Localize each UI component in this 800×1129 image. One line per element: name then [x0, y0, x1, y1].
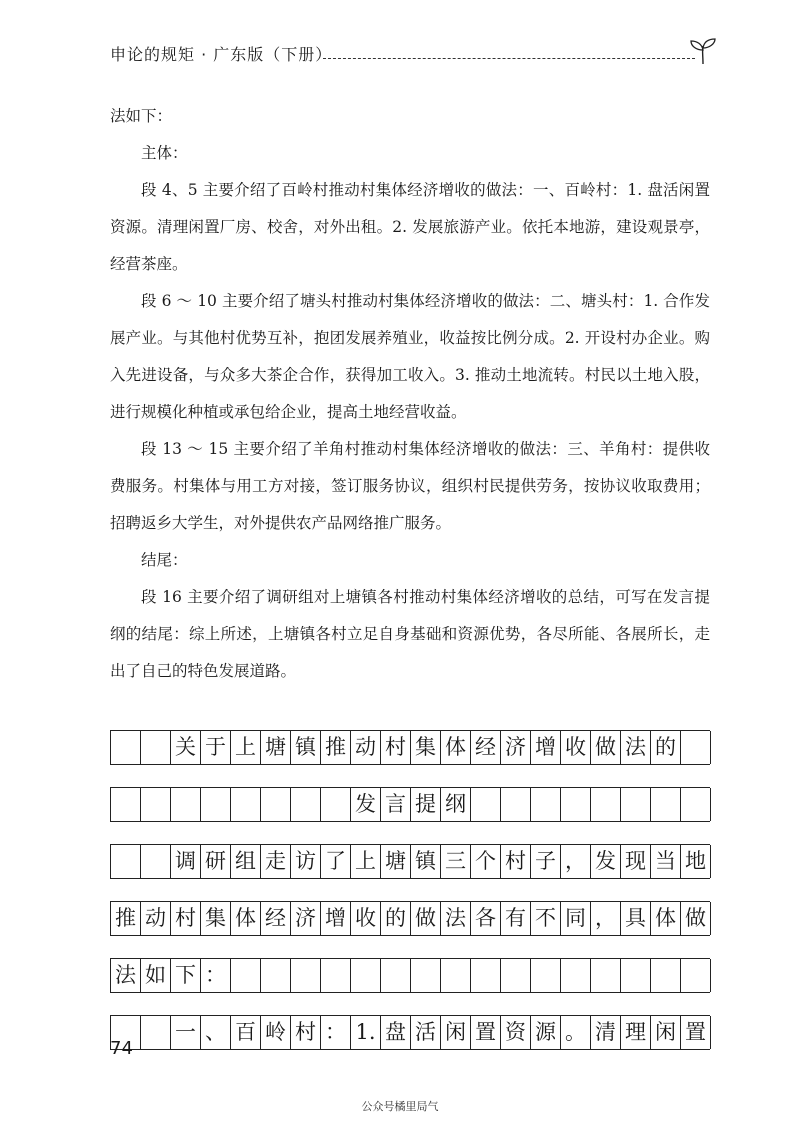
- paragraph-bailing: 段 4、5 主要介绍了百岭村推动村集体经济增收的做法：一、百岭村：1. 盘活闲置资源。清理闲置厂房、校舍，对外出租。2. 发展旅游产业。依托本地游，建设观景亭，经营茶座。: [110, 181, 710, 273]
- grid-cell: 上: [231, 731, 261, 764]
- grid-cell: 纲: [441, 788, 471, 821]
- grid-cell: 经: [261, 902, 291, 935]
- grid-cell: 如: [141, 959, 171, 992]
- grid-cell: [111, 731, 141, 764]
- grid-cell: 闲: [441, 1016, 471, 1049]
- grid-cell: [171, 788, 201, 821]
- grid-cell: 闲: [651, 1016, 681, 1049]
- paragraph-continued: 法如下：: [110, 107, 173, 125]
- grid-cell: [291, 788, 321, 821]
- grid-cell: 上: [351, 845, 381, 878]
- grid-cell: [561, 788, 591, 821]
- grid-cell: [501, 788, 531, 821]
- grid-cell: 动: [141, 902, 171, 935]
- grid-cell: [291, 959, 321, 992]
- section-label-ending: 结尾：: [141, 551, 188, 569]
- grid-cell: 镇: [411, 845, 441, 878]
- grid-cell: ，: [591, 902, 621, 935]
- grid-cell: 法: [111, 959, 141, 992]
- grid-cell: 发: [351, 788, 381, 821]
- grid-cell: 子: [531, 845, 561, 878]
- grid-cell: 村: [501, 845, 531, 878]
- grid-cell: 下: [171, 959, 201, 992]
- grid-cell: [321, 959, 351, 992]
- grid-cell: [621, 788, 651, 821]
- body-text: [110, 98, 710, 690]
- grid-cell: [141, 788, 171, 821]
- book-title: 申论的规矩 · 广东版（下册）: [110, 45, 333, 64]
- grid-cell: [591, 788, 621, 821]
- grid-cell: 集: [201, 902, 231, 935]
- grid-cell: 推: [111, 902, 141, 935]
- grid-cell: 调: [171, 845, 201, 878]
- grid-cell: 百: [231, 1016, 261, 1049]
- grid-cell: 推: [321, 731, 351, 764]
- grid-cell: [261, 959, 291, 992]
- grid-cell: 置: [471, 1016, 501, 1049]
- grid-cell: [561, 959, 591, 992]
- grid-cell: 具: [621, 902, 651, 935]
- grid-cell: 于: [201, 731, 231, 764]
- grid-cell: 体: [441, 731, 471, 764]
- grid-cell: 同: [561, 902, 591, 935]
- grid-cell: 动: [351, 731, 381, 764]
- grid-cell: ：: [201, 959, 231, 992]
- grid-cell: 做: [681, 902, 711, 935]
- grid-cell: 言: [381, 788, 411, 821]
- grid-cell: [321, 788, 351, 821]
- grid-cell: 法: [441, 902, 471, 935]
- grid-cell: 塘: [381, 845, 411, 878]
- grid-cell: [381, 959, 411, 992]
- grid-cell: 不: [531, 902, 561, 935]
- grid-cell: 经: [471, 731, 501, 764]
- grid-cell: 的: [381, 902, 411, 935]
- watermark: 公众号橘里局气: [361, 1100, 439, 1113]
- grid-cell: 。: [561, 1016, 591, 1049]
- grid-cell: [471, 788, 501, 821]
- grid-cell: [681, 959, 711, 992]
- grid-cell: 增: [531, 731, 561, 764]
- grid-row: [110, 787, 710, 822]
- grid-cell: [141, 731, 171, 764]
- grid-cell: [261, 788, 291, 821]
- grid-cell: [411, 959, 441, 992]
- grid-cell: [531, 959, 561, 992]
- grid-cell: 镇: [291, 731, 321, 764]
- grid-cell: [651, 788, 681, 821]
- grid-cell: 有: [501, 902, 531, 935]
- sprout-icon: [688, 38, 718, 66]
- grid-cell: [591, 959, 621, 992]
- grid-cell: 关: [171, 731, 201, 764]
- grid-cell: 做: [591, 731, 621, 764]
- grid-row: [110, 1015, 710, 1050]
- grid-cell: 增: [321, 902, 351, 935]
- grid-cell: [351, 959, 381, 992]
- grid-cell: 塘: [261, 731, 291, 764]
- grid-cell: 三: [441, 845, 471, 878]
- grid-cell: 当: [651, 845, 681, 878]
- grid-cell: 济: [501, 731, 531, 764]
- grid-cell: ，: [561, 845, 591, 878]
- grid-row: [110, 844, 710, 879]
- grid-cell: 清: [591, 1016, 621, 1049]
- grid-cell: 体: [651, 902, 681, 935]
- grid-cell: 收: [561, 731, 591, 764]
- grid-cell: 发: [591, 845, 621, 878]
- grid-cell: 做: [411, 902, 441, 935]
- grid-cell: [201, 788, 231, 821]
- grid-cell: 体: [231, 902, 261, 935]
- grid-row: [110, 730, 710, 765]
- grid-cell: 收: [351, 902, 381, 935]
- grid-cell: 、: [201, 1016, 231, 1049]
- grid-cell: 法: [621, 731, 651, 764]
- grid-cell: [231, 788, 261, 821]
- grid-cell: 了: [321, 845, 351, 878]
- grid-cell: 集: [411, 731, 441, 764]
- grid-cell: [681, 788, 711, 821]
- grid-cell: 各: [471, 902, 501, 935]
- grid-cell: [651, 959, 681, 992]
- grid-cell: 村: [171, 902, 201, 935]
- grid-cell: 资: [501, 1016, 531, 1049]
- grid-cell: 盘: [381, 1016, 411, 1049]
- grid-cell: 1.: [351, 1016, 381, 1049]
- page-number: 74: [110, 1038, 133, 1059]
- grid-cell: [111, 845, 141, 878]
- grid-cell: [681, 731, 711, 764]
- header-rule: [323, 58, 695, 59]
- paragraph-tangtou: 段 6 ～ 10 主要介绍了塘头村推动村集体经济增收的做法：二、塘头村：1. 合作发展产业。与其他村优势互补，抱团发展养殖业，收益按比例分成。2. 开设村办企业。购入先进设备，与众多大茶企合作，获得加工收入。3. 推动土地流转。村民以土地入股，进行规模化种植或承包给企业，提高土地经营收益。: [110, 292, 710, 421]
- grid-cell: 走: [261, 845, 291, 878]
- grid-cell: [501, 959, 531, 992]
- grid-cell: 提: [411, 788, 441, 821]
- grid-cell: [471, 959, 501, 992]
- grid-cell: 村: [291, 1016, 321, 1049]
- answer-grid: [110, 730, 710, 1072]
- grid-cell: 个: [471, 845, 501, 878]
- grid-cell: [141, 845, 171, 878]
- grid-cell: 的: [651, 731, 681, 764]
- grid-cell: 岭: [261, 1016, 291, 1049]
- grid-cell: 研: [201, 845, 231, 878]
- grid-cell: 访: [291, 845, 321, 878]
- grid-cell: ：: [321, 1016, 351, 1049]
- running-header: [110, 38, 710, 68]
- section-label-body: 主体：: [141, 144, 188, 162]
- grid-cell: 组: [231, 845, 261, 878]
- grid-cell: 源: [531, 1016, 561, 1049]
- grid-cell: 地: [681, 845, 711, 878]
- grid-row: [110, 901, 710, 936]
- grid-cell: [531, 788, 561, 821]
- grid-cell: 村: [381, 731, 411, 764]
- grid-cell: 济: [291, 902, 321, 935]
- grid-cell: [231, 959, 261, 992]
- paragraph-summary: 段 16 主要介绍了调研组对上塘镇各村推动村集体经济增收的总结，可写在发言提纲的结尾：综上所述，上塘镇各村立足自身基础和资源优势，各尽所能、各展所长，走出了自己的特色发展道路。: [110, 588, 710, 680]
- grid-cell: [141, 1016, 171, 1049]
- grid-row: [110, 958, 710, 993]
- grid-cell: [621, 959, 651, 992]
- grid-cell: 一: [171, 1016, 201, 1049]
- grid-cell: 现: [621, 845, 651, 878]
- grid-cell: [441, 959, 471, 992]
- grid-cell: 活: [411, 1016, 441, 1049]
- grid-cell: 理: [621, 1016, 651, 1049]
- grid-cell: 置: [681, 1016, 711, 1049]
- paragraph-yangjiao: 段 13 ～ 15 主要介绍了羊角村推动村集体经济增收的做法：三、羊角村：提供收费服务。村集体与用工方对接，签订服务协议，组织村民提供劳务，按协议收取费用；招聘返乡大学生，对外提供农产品网络推广服务。: [110, 440, 710, 532]
- grid-cell: [111, 788, 141, 821]
